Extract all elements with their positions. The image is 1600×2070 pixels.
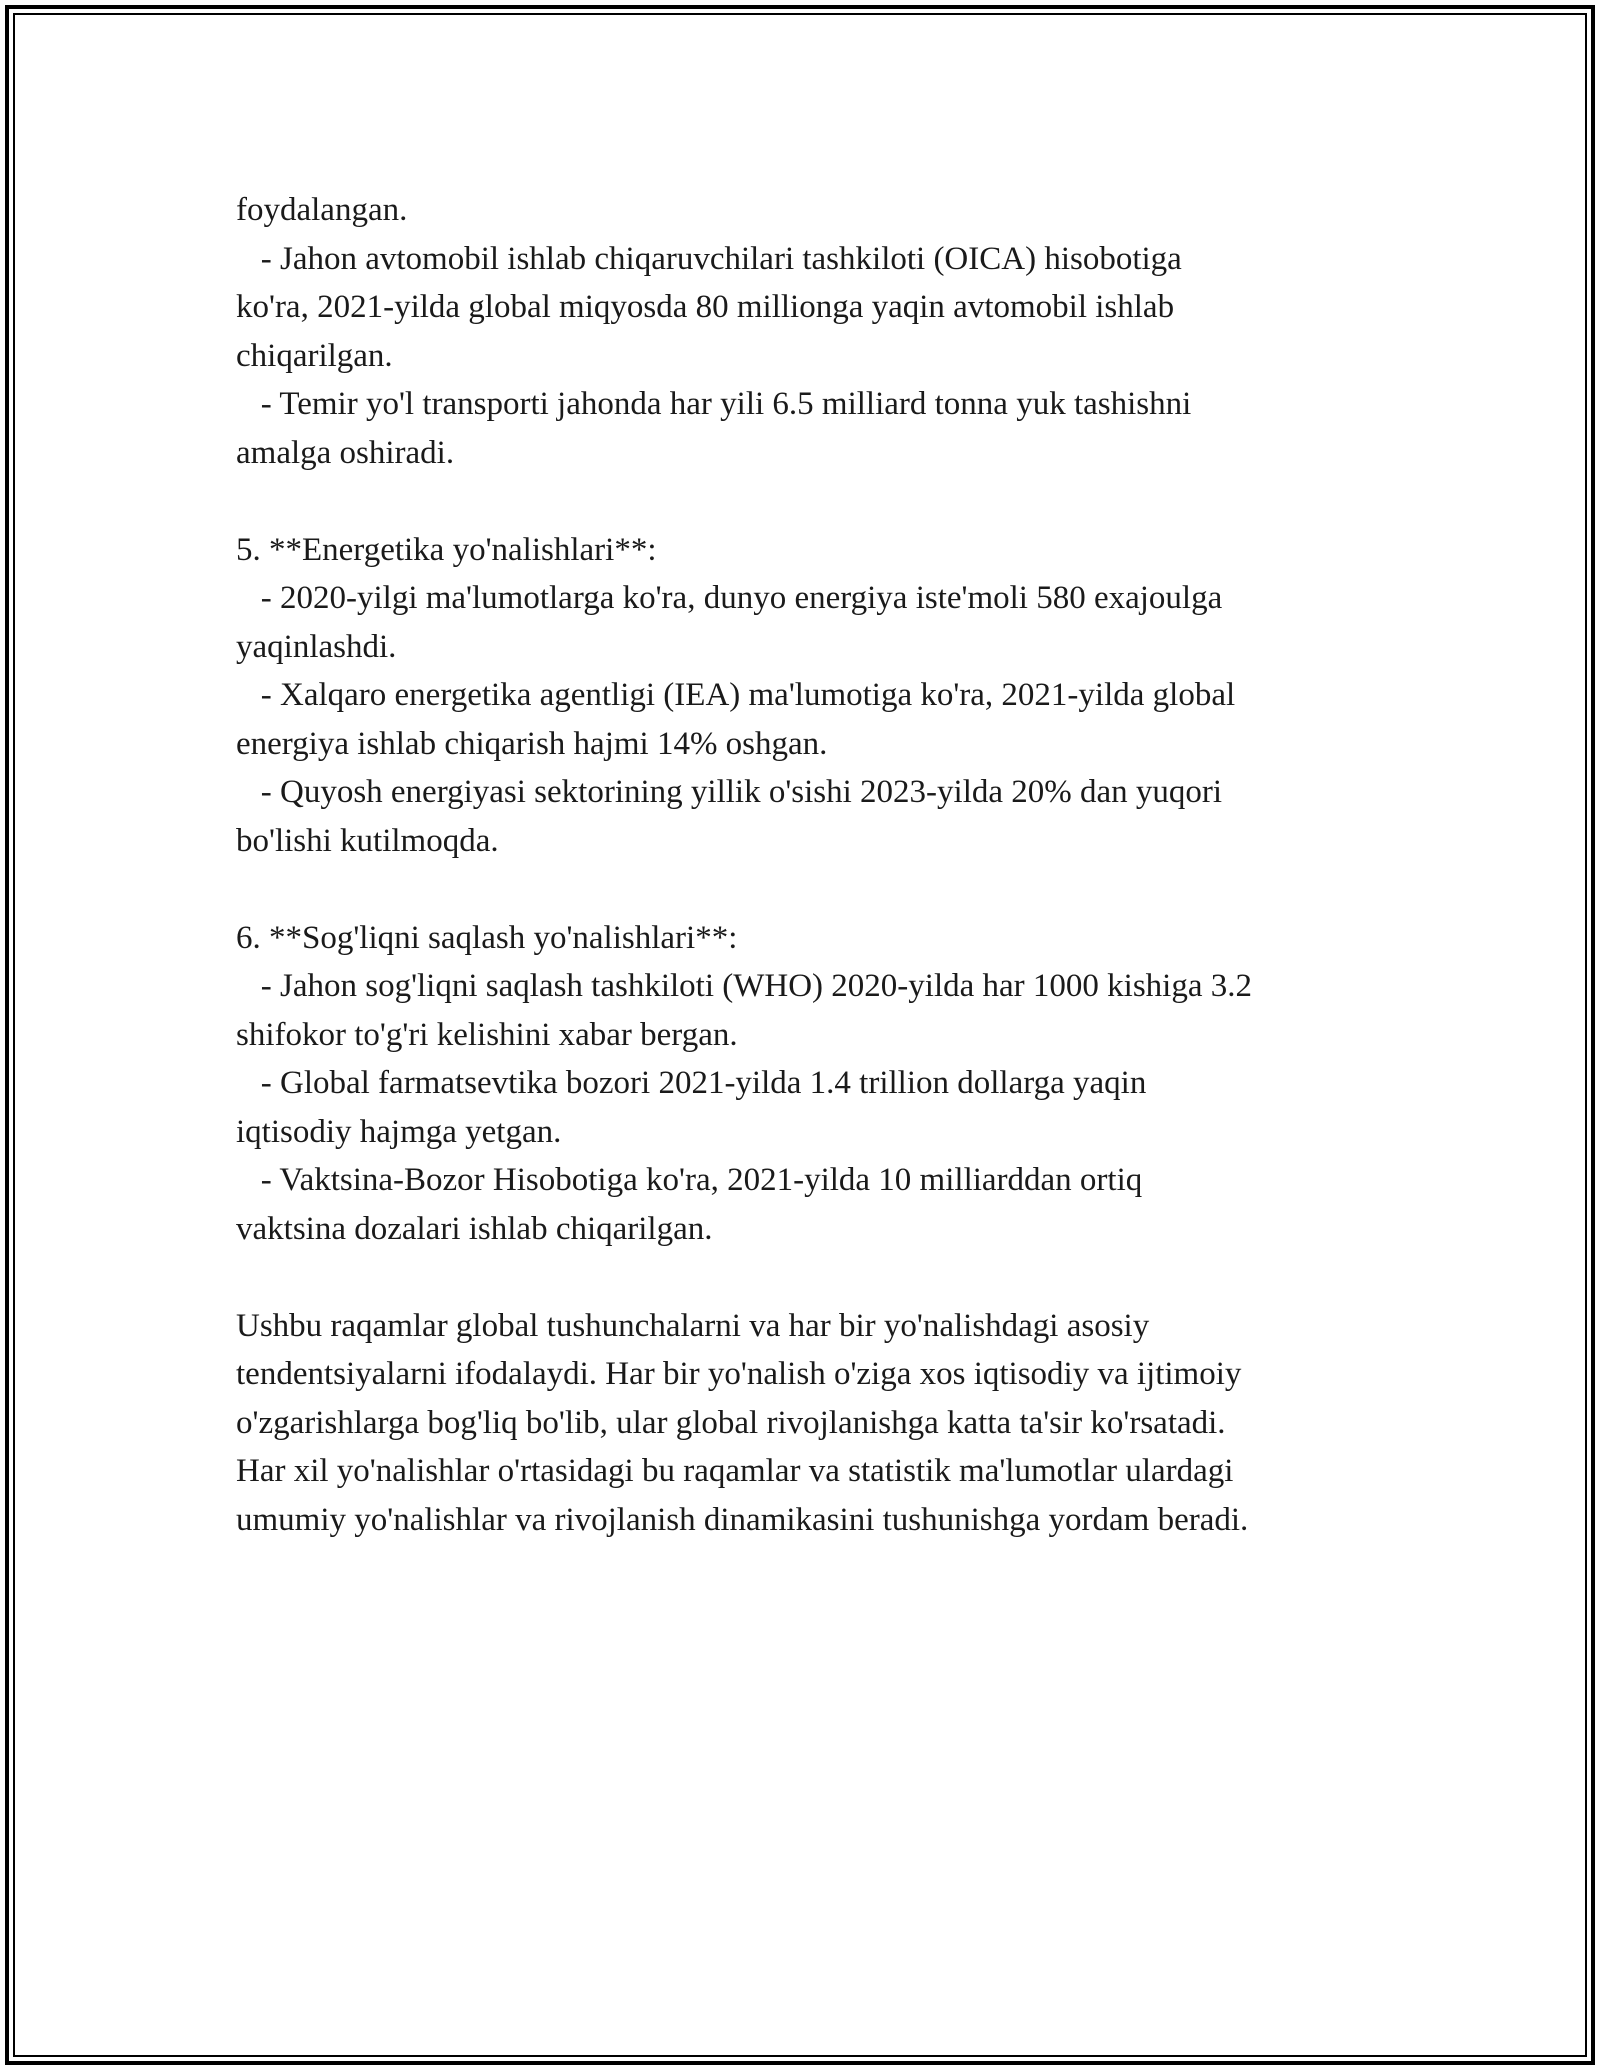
- text-line: chiqarilgan.: [236, 337, 393, 374]
- text-line: shifokor to'g'ri kelishini xabar bergan.: [236, 1016, 738, 1053]
- section-heading: 5. **Energetika yo'nalishlari**:: [236, 531, 657, 568]
- text-line: - Xalqaro energetika agentligi (IEA) ma'lumotiga ko'ra, 2021-yilda global: [236, 677, 1236, 713]
- text-line: - Temir yo'l transporti jahonda har yili 6.5 milliard tonna yuk tashishni: [236, 386, 1192, 422]
- text-line: vaktsina dozalari ishlab chiqarilgan.: [236, 1210, 713, 1247]
- text-line: Ushbu raqamlar global tushunchalarni va har bir yo'nalishdagi asosiy: [236, 1307, 1150, 1344]
- text-line: foydalangan.: [236, 192, 408, 228]
- text-line: tendentsiyalarni ifodalaydi. Har bir yo'nalish o'ziga xos iqtisodiy va ijtimoiy: [236, 1356, 1242, 1392]
- text-line: Har xil yo'nalishlar o'rtasidagi bu raqamlar va statistik ma'lumotlar ulardagi: [236, 1453, 1234, 1489]
- text-line: amalga oshiradi.: [236, 434, 455, 471]
- text-line: umumiy yo'nalishlar va rivojlanish dinamikasini tushunishga yordam beradi.: [236, 1501, 1249, 1538]
- text-line: o'zgarishlarga bog'liq bo'lib, ular global rivojlanishga katta ta'sir ko'rsatadi.: [236, 1404, 1226, 1441]
- text-line: ko'ra, 2021-yilda global miqyosda 80 millionga yaqin avtomobil ishlab: [236, 289, 1175, 325]
- blank-line: [236, 865, 1406, 914]
- text-line: iqtisodiy hajmga yetgan.: [236, 1113, 562, 1150]
- text-line: - Global farmatsevtika bozori 2021-yilda 1.4 trillion dollarga yaqin: [236, 1065, 1147, 1101]
- text-line: - Jahon avtomobil ishlab chiqaruvchilari tashkiloti (OICA) hisobotiga: [236, 240, 1182, 277]
- text-line: bo'lishi kutilmoqda.: [236, 822, 499, 859]
- text-line: - Jahon sog'liqni saqlash tashkiloti (WHO) 2020-yilda har 1000 kishiga 3.2: [236, 968, 1252, 1004]
- text-line: yaqinlashdi.: [236, 628, 397, 665]
- text-line: - 2020-yilgi ma'lumotlarga ko'ra, dunyo energiya iste'moli 580 exajoulga: [236, 580, 1223, 616]
- text-line: - Vaktsina-Bozor Hisobotiga ko'ra, 2021-yilda 10 milliarddan ortiq: [236, 1162, 1143, 1198]
- section-heading: 6. **Sog'liqni saqlash yo'nalishlari**:: [236, 919, 738, 956]
- document-body: [236, 186, 1406, 1544]
- text-line: - Quyosh energiyasi sektorining yillik o'sishi 2023-yilda 20% dan yuqori: [236, 774, 1223, 810]
- text-line: energiya ishlab chiqarish hajmi 14% oshgan.: [236, 725, 828, 762]
- blank-line: [236, 477, 1406, 526]
- blank-line: [236, 1253, 1406, 1302]
